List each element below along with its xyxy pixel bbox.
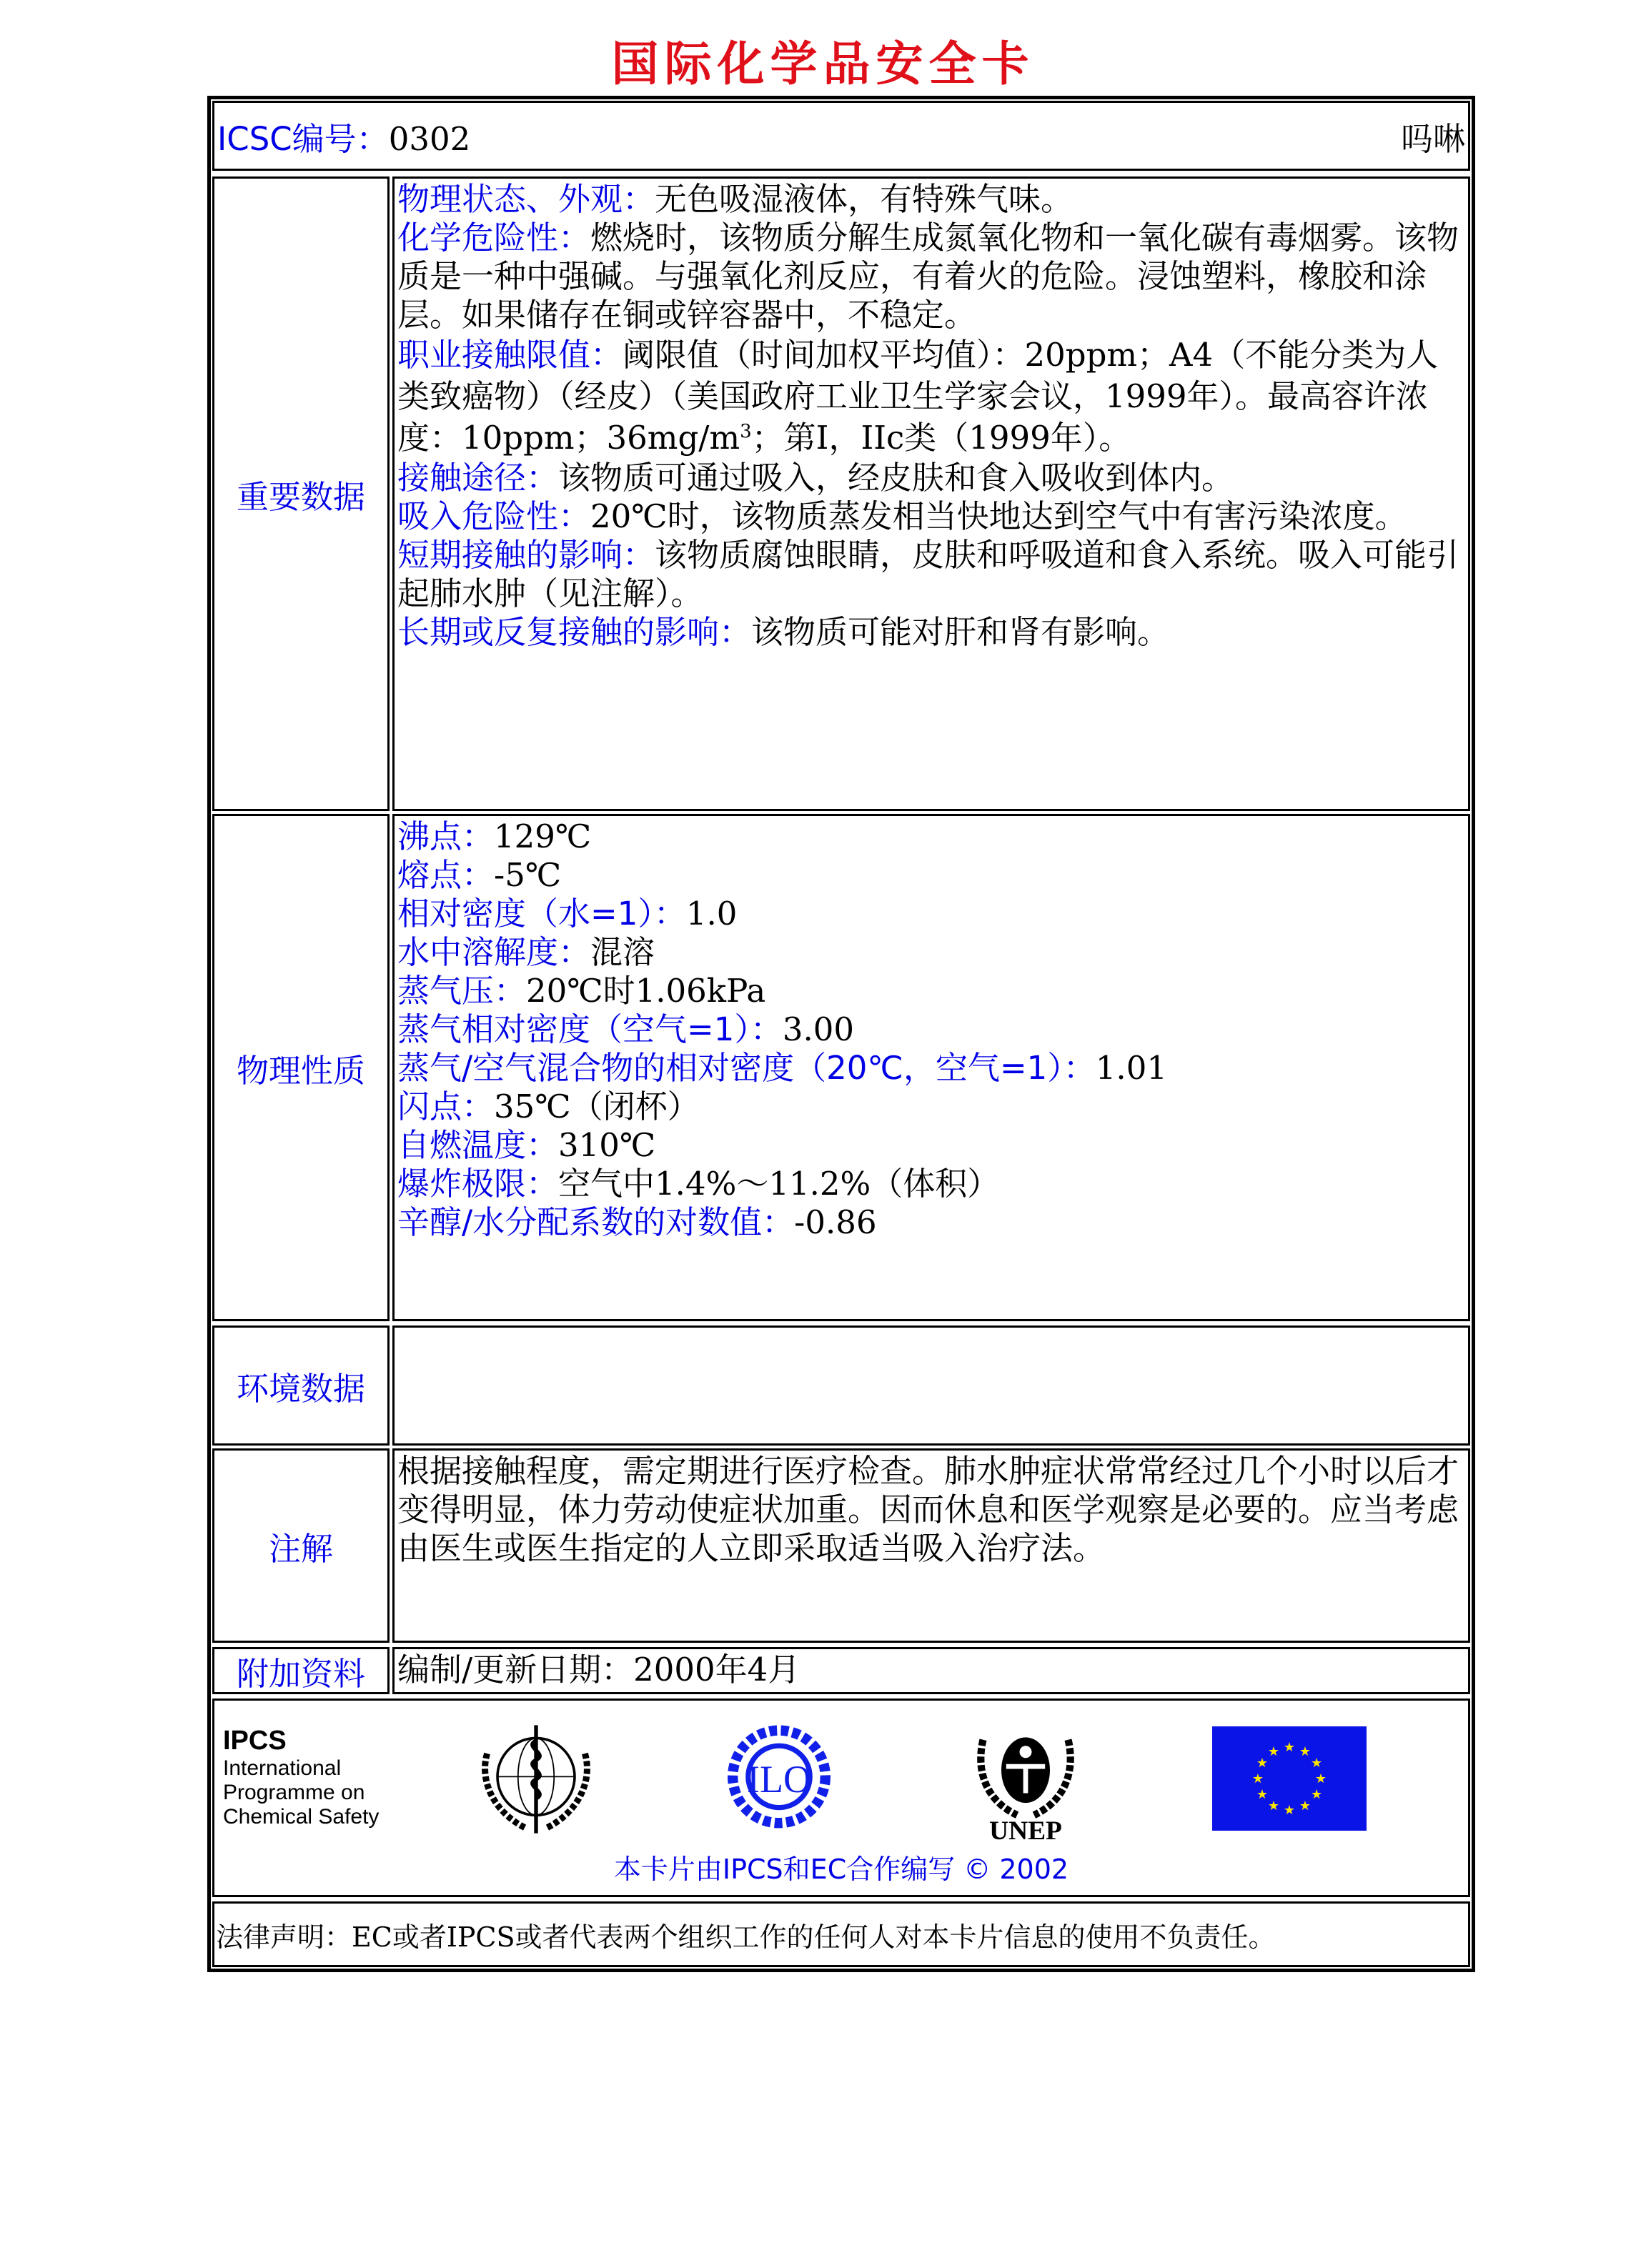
physical-item: 蒸气压：20℃时1.06kPa xyxy=(397,972,766,1010)
legal-label: 法律声明： xyxy=(216,1921,352,1953)
eu-star-icon: ★ xyxy=(1314,1771,1327,1786)
item-chemical-hazard: 化学危险性：燃烧时，该物质分解生成氮氧化物和一氧化碳有毒烟雾。该物质是一种中强碱。与强氧化剂反应，有着火的危险。浸蚀塑料，橡胶和涂层。如果储存在铜或锌容器中，不稳定。 xyxy=(397,219,1459,334)
item-long-term: 长期或反复接触的影响：该物质可能对肝和肾有影响。 xyxy=(397,613,1170,651)
physical-item: 蒸气/空气混合物的相对密度（20℃，空气=1）：1.01 xyxy=(397,1049,1167,1087)
notes-content: 根据接触程度，需定期进行医疗检查。肺水肿症状常常经过几个小时以后才变得明显，体力劳动使症状加重。因而休息和医学观察是必要的。应当考虑由医生或医生指定的人立即采取适当吸入治疗法。 xyxy=(392,1448,1470,1643)
item-physical-state: 物理状态、外观：无色吸湿液体，有特殊气味。 xyxy=(397,180,1074,218)
physical-item: 蒸气相对密度（空气=1）：3.00 xyxy=(397,1010,855,1048)
environment-content xyxy=(392,1326,1470,1446)
eu-star-icon: ★ xyxy=(1256,1756,1268,1771)
unep-logo-icon xyxy=(965,1715,1086,1844)
ilo-logo-icon xyxy=(715,1715,843,1844)
important-content xyxy=(392,176,1470,811)
legal-text: EC或者IPCS或者代表两个组织工作的任何人对本卡片信息的使用不负责任。 xyxy=(352,1921,1276,1953)
additional-label: 附加资料 xyxy=(212,1647,390,1694)
eu-star-icon: ★ xyxy=(1256,1787,1268,1802)
environment-label: 环境数据 xyxy=(212,1326,390,1446)
physical-item: 沸点：129℃ xyxy=(397,817,592,855)
physical-content xyxy=(392,814,1470,1321)
header-row xyxy=(212,101,1470,171)
physical-item: 自燃温度：310℃ xyxy=(397,1126,656,1164)
physical-item: 闪点：35℃（闭杯） xyxy=(397,1088,700,1125)
legal-row xyxy=(212,1901,1470,1967)
credit-text: 本卡片由IPCS和EC合作编写 © 2002 xyxy=(613,1854,1069,1885)
who-logo-icon xyxy=(472,1715,600,1844)
eu-star-icon: ★ xyxy=(1311,1787,1323,1802)
eu-star-icon: ★ xyxy=(1267,1799,1280,1814)
physical-item: 水中溶解度：混溶 xyxy=(397,933,655,971)
logos-row xyxy=(212,1698,1470,1897)
eu-star-icon: ★ xyxy=(1251,1771,1264,1786)
eu-flag-icon xyxy=(1212,1726,1367,1831)
physical-item: 辛醇/水分配系数的对数值：-0.86 xyxy=(397,1203,877,1241)
eu-star-icon: ★ xyxy=(1267,1744,1280,1759)
important-label: 重要数据 xyxy=(212,176,390,811)
notes-label: 注解 xyxy=(212,1448,390,1643)
physical-item: 爆炸极限：空气中1.4%～11.2%（体积） xyxy=(397,1165,1000,1203)
physical-item: 熔点：-5℃ xyxy=(397,856,562,894)
ipcs-text: IPCS International Programme on Chemical Safety xyxy=(223,1726,380,1829)
eu-star-icon: ★ xyxy=(1283,1740,1296,1755)
eu-star-icon: ★ xyxy=(1299,1744,1312,1759)
physical-label: 物理性质 xyxy=(212,814,390,1321)
svg-text:ILO: ILO xyxy=(747,1758,811,1801)
safety-card xyxy=(207,96,1475,1972)
additional-content: 编制/更新日期：2000年4月 xyxy=(392,1647,1470,1694)
icsc-number: ICSC编号：0302 xyxy=(217,119,471,158)
eu-star-icon: ★ xyxy=(1311,1756,1323,1771)
item-inhalation-risk: 吸入危险性：20℃时，该物质蒸发相当快地达到空气中有害污染浓度。 xyxy=(397,497,1407,535)
chemical-name: 吗啉 xyxy=(1400,119,1465,158)
eu-star-icon: ★ xyxy=(1299,1799,1312,1814)
eu-star-icon: ★ xyxy=(1283,1803,1296,1818)
item-exposure-route: 接触途径：该物质可通过吸入，经皮肤和食入吸收到体内。 xyxy=(397,459,1234,497)
page-title: 国际化学品安全卡 xyxy=(611,36,1035,91)
physical-item: 相对密度（水=1）：1.0 xyxy=(397,895,738,932)
item-exposure-limits: 职业接触限值：阈限值（时间加权平均值）：20ppm；A4（不能分类为人类致癌物）（经皮）（美国政府工业卫生学家会议，1999年）。最高容许浓度：10ppm；$36mg/m^3$；第I，IIc类（1999年）。 xyxy=(397,336,1439,457)
item-short-term: 短期接触的影响：该物质腐蚀眼睛，皮肤和呼吸道和食入系统。吸入可能引起肺水肿（见注解）。 xyxy=(397,536,1459,612)
svg-text:UNEP: UNEP xyxy=(989,1816,1062,1844)
